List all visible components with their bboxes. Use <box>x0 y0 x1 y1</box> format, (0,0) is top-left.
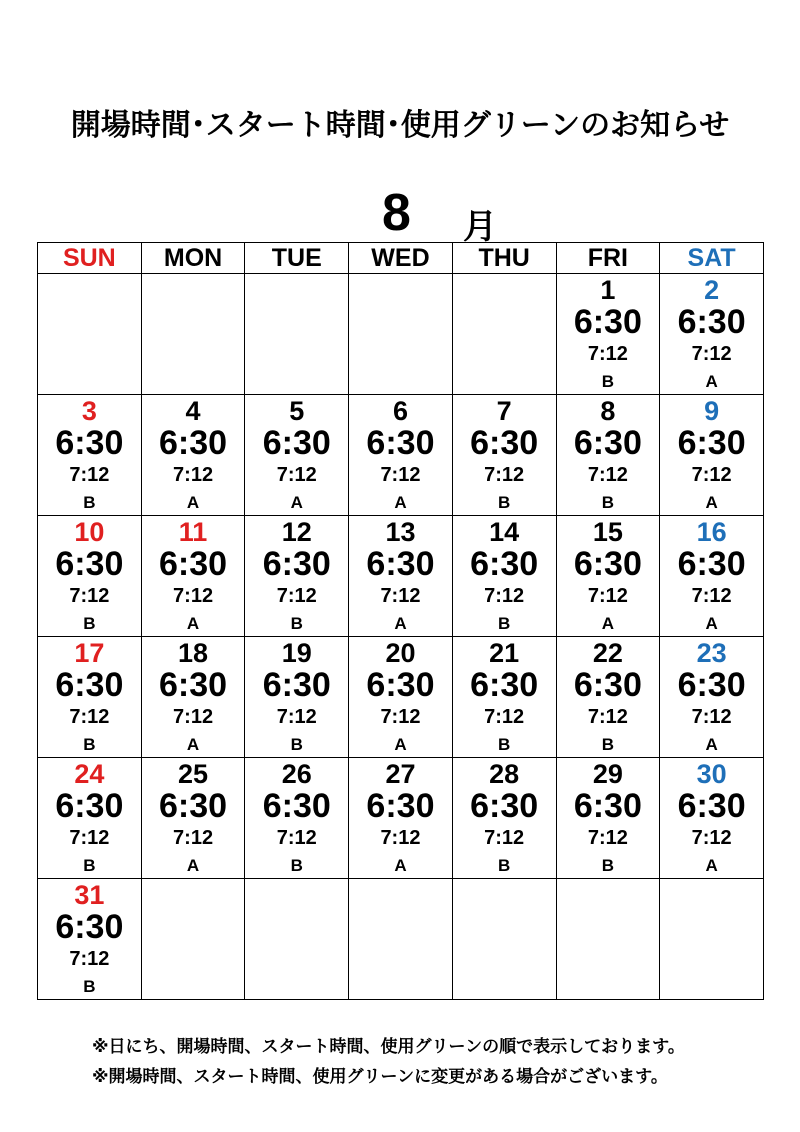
open-time: 6:30 <box>573 545 642 583</box>
start-time: 7:12 <box>173 585 214 607</box>
green-label: A <box>394 493 407 512</box>
open-time: 6:30 <box>366 787 435 825</box>
open-time: 6:30 <box>677 545 746 583</box>
start-time: 7:12 <box>173 827 214 849</box>
day-number: 31 <box>74 880 105 910</box>
day-number: 9 <box>704 396 720 426</box>
green-label: B <box>83 856 96 875</box>
day-cell <box>452 395 556 516</box>
day-number: 15 <box>592 517 623 547</box>
day-number: 23 <box>696 638 727 668</box>
empty-cell <box>38 274 142 395</box>
green-label: B <box>498 735 511 754</box>
day-number: 18 <box>178 638 209 668</box>
open-time: 6:30 <box>55 908 124 946</box>
page-title: 開場時間･スタート時間･使用グリーンのお知らせ <box>70 108 730 143</box>
start-time: 7:12 <box>276 464 317 486</box>
open-time: 6:30 <box>159 545 228 583</box>
day-cell <box>141 758 245 879</box>
weekday-header: FRI <box>556 243 660 274</box>
green-label: B <box>498 614 511 633</box>
week-row <box>38 879 764 1000</box>
day-number: 8 <box>600 396 616 426</box>
footnotes <box>92 1032 685 1092</box>
week-row <box>38 274 764 395</box>
day-cell <box>38 395 142 516</box>
start-time: 7:12 <box>691 827 732 849</box>
day-number: 28 <box>489 759 520 789</box>
day-cell <box>141 637 245 758</box>
month-number: 8 <box>382 184 411 242</box>
day-number: 11 <box>178 517 208 547</box>
day-cell <box>38 637 142 758</box>
start-time: 7:12 <box>276 585 317 607</box>
week-row <box>38 516 764 637</box>
calendar-table <box>37 242 764 1000</box>
open-time: 6:30 <box>55 666 124 704</box>
start-time: 7:12 <box>173 706 214 728</box>
green-label: A <box>186 493 200 512</box>
open-time: 6:30 <box>573 303 642 341</box>
start-time: 7:12 <box>484 464 525 486</box>
footnote: ※開場時間、スタート時間、使用グリーンに変更がある場合がございます。 <box>92 1067 668 1087</box>
start-time: 7:12 <box>587 585 628 607</box>
open-time: 6:30 <box>55 545 124 583</box>
weekday-header: SAT <box>660 243 764 274</box>
start-time: 7:12 <box>484 585 525 607</box>
day-cell <box>245 516 349 637</box>
day-cell <box>349 395 453 516</box>
day-cell <box>141 516 245 637</box>
open-time: 6:30 <box>677 787 746 825</box>
day-cell <box>556 395 660 516</box>
day-number: 12 <box>281 517 312 547</box>
open-time: 6:30 <box>573 787 642 825</box>
footnote: ※日にち、開場時間、スタート時間、使用グリーンの順で表示しております。 <box>92 1037 685 1057</box>
start-time: 7:12 <box>380 827 421 849</box>
green-label: B <box>290 735 303 754</box>
green-label: A <box>186 735 200 754</box>
green-label: B <box>498 856 511 875</box>
weekday-header: TUE <box>245 243 349 274</box>
weekday-header: WED <box>349 243 453 274</box>
start-time: 7:12 <box>69 827 110 849</box>
open-time: 6:30 <box>573 424 642 462</box>
start-time: 7:12 <box>484 827 525 849</box>
green-label: A <box>705 493 718 512</box>
day-cell <box>660 758 764 879</box>
start-time: 7:12 <box>587 827 628 849</box>
start-time: 7:12 <box>380 464 421 486</box>
empty-cell <box>141 879 245 1000</box>
day-number: 25 <box>178 759 209 789</box>
empty-cell <box>349 879 453 1000</box>
open-time: 6:30 <box>366 424 435 462</box>
empty-cell <box>245 274 349 395</box>
green-label: B <box>83 735 96 754</box>
open-time: 6:30 <box>470 545 539 583</box>
empty-cell <box>556 879 660 1000</box>
month-suffix: 月 <box>463 207 497 247</box>
open-time: 6:30 <box>55 424 124 462</box>
open-time: 6:30 <box>677 666 746 704</box>
empty-cell <box>452 274 556 395</box>
start-time: 7:12 <box>587 706 628 728</box>
day-number: 4 <box>185 396 201 426</box>
start-time: 7:12 <box>691 343 732 365</box>
green-label: B <box>498 493 511 512</box>
open-time: 6:30 <box>159 424 228 462</box>
open-time: 6:30 <box>55 787 124 825</box>
start-time: 7:12 <box>691 585 732 607</box>
day-number: 3 <box>81 396 97 426</box>
green-label: A <box>705 856 718 875</box>
green-label: B <box>83 493 96 512</box>
day-cell <box>556 274 660 395</box>
week-row <box>38 395 764 516</box>
green-label: A <box>290 493 303 512</box>
day-number: 30 <box>696 759 727 789</box>
green-label: A <box>186 614 200 633</box>
month-heading <box>0 183 800 247</box>
day-cell <box>452 637 556 758</box>
empty-cell <box>452 879 556 1000</box>
week-row <box>38 758 764 879</box>
day-cell <box>452 516 556 637</box>
day-cell <box>556 516 660 637</box>
day-number: 13 <box>385 517 416 547</box>
green-label: A <box>601 614 614 633</box>
green-label: A <box>394 735 407 754</box>
day-cell <box>556 637 660 758</box>
open-time: 6:30 <box>262 787 331 825</box>
green-label: A <box>394 856 407 875</box>
start-time: 7:12 <box>276 827 317 849</box>
day-number: 17 <box>74 638 105 668</box>
green-label: A <box>705 614 718 633</box>
green-label: A <box>394 614 407 633</box>
green-label: A <box>705 372 718 391</box>
open-time: 6:30 <box>262 545 331 583</box>
day-number: 2 <box>704 275 720 305</box>
day-cell <box>660 274 764 395</box>
calendar-body <box>38 274 764 1000</box>
day-number: 16 <box>696 517 727 547</box>
day-cell <box>349 516 453 637</box>
day-cell <box>452 758 556 879</box>
start-time: 7:12 <box>587 464 628 486</box>
green-label: B <box>290 614 303 633</box>
open-time: 6:30 <box>470 787 539 825</box>
weekday-header: MON <box>141 243 245 274</box>
day-cell <box>38 516 142 637</box>
green-label: B <box>83 977 96 996</box>
start-time: 7:12 <box>691 706 732 728</box>
weekday-header: SUN <box>38 243 142 274</box>
start-time: 7:12 <box>691 464 732 486</box>
open-time: 6:30 <box>159 666 228 704</box>
day-number: 19 <box>281 638 312 668</box>
open-time: 6:30 <box>366 666 435 704</box>
green-label: A <box>186 856 200 875</box>
day-cell <box>245 637 349 758</box>
empty-cell <box>141 274 245 395</box>
green-label: B <box>83 614 96 633</box>
start-time: 7:12 <box>587 343 628 365</box>
day-number: 21 <box>489 638 520 668</box>
day-number: 14 <box>489 517 520 547</box>
week-row <box>38 637 764 758</box>
day-number: 26 <box>281 759 312 789</box>
open-time: 6:30 <box>159 787 228 825</box>
day-number: 7 <box>496 396 512 426</box>
start-time: 7:12 <box>380 706 421 728</box>
open-time: 6:30 <box>470 666 539 704</box>
day-number: 27 <box>385 759 416 789</box>
green-label: B <box>601 493 614 512</box>
day-cell <box>660 637 764 758</box>
day-cell <box>245 758 349 879</box>
start-time: 7:12 <box>380 585 421 607</box>
start-time: 7:12 <box>69 948 110 970</box>
open-time: 6:30 <box>677 303 746 341</box>
day-cell <box>38 758 142 879</box>
weekday-header: THU <box>452 243 556 274</box>
open-time: 6:30 <box>366 545 435 583</box>
day-number: 1 <box>600 275 616 305</box>
start-time: 7:12 <box>69 464 110 486</box>
green-label: A <box>705 735 718 754</box>
day-number: 6 <box>392 396 408 426</box>
empty-cell <box>245 879 349 1000</box>
green-label: B <box>601 372 614 391</box>
start-time: 7:12 <box>69 706 110 728</box>
day-cell <box>141 395 245 516</box>
day-number: 24 <box>74 759 105 789</box>
start-time: 7:12 <box>276 706 317 728</box>
open-time: 6:30 <box>573 666 642 704</box>
green-label: B <box>290 856 303 875</box>
green-label: B <box>601 856 614 875</box>
day-cell <box>556 758 660 879</box>
empty-cell <box>660 879 764 1000</box>
empty-cell <box>349 274 453 395</box>
start-time: 7:12 <box>69 585 110 607</box>
open-time: 6:30 <box>262 666 331 704</box>
day-number: 29 <box>592 759 623 789</box>
day-cell <box>245 395 349 516</box>
day-number: 22 <box>592 638 623 668</box>
day-cell <box>660 395 764 516</box>
day-cell <box>349 758 453 879</box>
day-number: 20 <box>385 638 416 668</box>
open-time: 6:30 <box>677 424 746 462</box>
weekday-header-row <box>38 243 764 274</box>
start-time: 7:12 <box>173 464 214 486</box>
green-label: B <box>601 735 614 754</box>
day-cell <box>349 637 453 758</box>
day-number: 5 <box>289 396 305 426</box>
open-time: 6:30 <box>262 424 331 462</box>
day-number: 10 <box>74 517 105 547</box>
day-cell <box>660 516 764 637</box>
open-time: 6:30 <box>470 424 539 462</box>
start-time: 7:12 <box>484 706 525 728</box>
day-cell <box>38 879 142 1000</box>
